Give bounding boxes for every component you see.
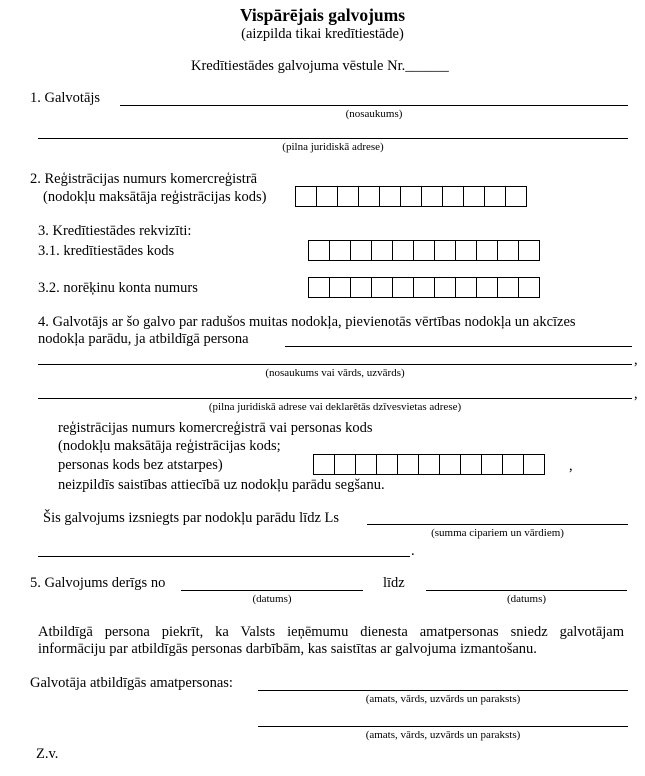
char-box[interactable] bbox=[329, 277, 351, 298]
page-title: Vispārējais galvojums bbox=[239, 5, 406, 25]
valid-to-field[interactable] bbox=[426, 590, 627, 591]
validity-label: 5. Galvojums derīgs no bbox=[30, 575, 166, 591]
char-box[interactable] bbox=[497, 240, 519, 261]
char-box[interactable] bbox=[413, 240, 435, 261]
signature-field-2[interactable] bbox=[258, 726, 628, 727]
amount-field[interactable] bbox=[367, 524, 628, 525]
period-mark: . bbox=[411, 543, 415, 559]
char-box[interactable] bbox=[476, 277, 498, 298]
bank-details-label: 3. Kredītiestādes rekvizīti: bbox=[38, 223, 192, 239]
guarantor-name-caption: (nosaukums) bbox=[345, 108, 403, 120]
person-registration-label-line3: personas kods bez atstarpes) bbox=[58, 457, 223, 473]
char-box[interactable] bbox=[350, 240, 372, 261]
person-registration-boxes[interactable] bbox=[313, 454, 545, 474]
char-box[interactable] bbox=[434, 240, 456, 261]
bank-code-label: 3.1. kredītiestādes kods bbox=[38, 243, 175, 259]
letter-number-label: Kredītiestādes galvojuma vēstule Nr.______ bbox=[191, 58, 449, 74]
char-box[interactable] bbox=[295, 186, 317, 207]
char-box[interactable] bbox=[371, 277, 393, 298]
char-box[interactable] bbox=[476, 240, 498, 261]
char-box[interactable] bbox=[371, 240, 393, 261]
comma-mark: , bbox=[634, 352, 638, 368]
char-box[interactable] bbox=[455, 240, 477, 261]
char-box[interactable] bbox=[308, 277, 330, 298]
guarantee-text-line1: 4. Galvotājs ar šo galvo par radušos muitas nodokļa, pievienotās vērtības nodokļa un akcīzes bbox=[38, 314, 576, 330]
guarantor-label: 1. Galvotājs bbox=[30, 90, 101, 106]
char-box[interactable] bbox=[460, 454, 482, 475]
char-box[interactable] bbox=[413, 277, 435, 298]
char-box[interactable] bbox=[350, 277, 372, 298]
valid-from-field[interactable] bbox=[181, 590, 363, 591]
char-box[interactable] bbox=[518, 277, 540, 298]
signature-caption-1: (amats, vārds, uzvārds un paraksts) bbox=[365, 693, 521, 705]
valid-to-caption: (datums) bbox=[506, 593, 547, 605]
responsible-person-field[interactable] bbox=[285, 346, 632, 347]
responsible-person-name-field[interactable] bbox=[38, 364, 632, 365]
char-box[interactable] bbox=[497, 277, 519, 298]
person-registration-label-line1: reģistrācijas numurs komercreģistrā vai personas kods bbox=[58, 420, 373, 436]
char-box[interactable] bbox=[523, 454, 545, 475]
char-box[interactable] bbox=[434, 277, 456, 298]
char-box[interactable] bbox=[502, 454, 524, 475]
char-box[interactable] bbox=[484, 186, 506, 207]
responsible-person-address-caption: (pilna juridiskā adrese vai deklarētās dzīvesvietas adrese) bbox=[208, 401, 462, 413]
comma-mark: , bbox=[569, 458, 573, 474]
account-number-boxes[interactable] bbox=[308, 277, 540, 297]
consent-line1: Atbildīgā persona piekrīt, ka Valsts ieņēmumu dienesta amatpersonas sniedz galvotājam bbox=[38, 624, 624, 640]
char-box[interactable] bbox=[518, 240, 540, 261]
guarantor-address-caption: (pilna juridiskā adrese) bbox=[282, 141, 384, 153]
signature-caption-2: (amats, vārds, uzvārds un paraksts) bbox=[365, 729, 521, 741]
char-box[interactable] bbox=[439, 454, 461, 475]
registration-number-sublabel: (nodokļu maksātāja reģistrācijas kods) bbox=[43, 189, 267, 205]
person-registration-label-line4: neizpildīs saistības attiecībā uz nodokļu parādu segšanu. bbox=[58, 477, 385, 493]
guarantor-address-field[interactable] bbox=[38, 138, 628, 139]
guarantee-text-line2: nodokļa parādu, ja atbildīgā persona bbox=[38, 331, 249, 347]
char-box[interactable] bbox=[505, 186, 527, 207]
signature-label: Galvotāja atbildīgās amatpersonas: bbox=[30, 675, 233, 691]
char-box[interactable] bbox=[392, 277, 414, 298]
consent-line2: informāciju par atbildīgās personas darbībām, kas saistītas ar galvojuma izmantošanu. bbox=[38, 641, 537, 657]
char-box[interactable] bbox=[400, 186, 422, 207]
account-number-label: 3.2. norēķinu konta numurs bbox=[38, 280, 198, 296]
char-box[interactable] bbox=[316, 186, 338, 207]
char-box[interactable] bbox=[355, 454, 377, 475]
valid-from-caption: (datums) bbox=[252, 593, 292, 605]
char-box[interactable] bbox=[337, 186, 359, 207]
seal-placeholder: Z.v. bbox=[36, 746, 59, 762]
char-box[interactable] bbox=[463, 186, 485, 207]
char-box[interactable] bbox=[358, 186, 380, 207]
page-subtitle: (aizpilda tikai kredītiestāde) bbox=[241, 26, 404, 42]
person-registration-label-line2: (nodokļu maksātāja reģistrācijas kods; bbox=[58, 438, 281, 454]
char-box[interactable] bbox=[329, 240, 351, 261]
char-box[interactable] bbox=[392, 240, 414, 261]
registration-number-label: 2. Reģistrācijas numurs komercreģistrā bbox=[30, 171, 258, 187]
valid-to-label: līdz bbox=[383, 575, 405, 591]
amount-label: Šis galvojums izsniegts par nodokļu parādu līdz Ls bbox=[43, 510, 340, 526]
registration-number-boxes[interactable] bbox=[295, 186, 527, 206]
responsible-person-name-caption: (nosaukums vai vārds, uzvārds) bbox=[265, 367, 405, 379]
char-box[interactable] bbox=[481, 454, 503, 475]
signature-field-1[interactable] bbox=[258, 690, 628, 691]
char-box[interactable] bbox=[308, 240, 330, 261]
responsible-person-address-field[interactable] bbox=[38, 398, 632, 399]
char-box[interactable] bbox=[376, 454, 398, 475]
guarantor-name-field[interactable] bbox=[120, 105, 628, 106]
char-box[interactable] bbox=[397, 454, 419, 475]
char-box[interactable] bbox=[455, 277, 477, 298]
amount-words-field[interactable] bbox=[38, 556, 410, 557]
comma-mark: , bbox=[634, 386, 638, 402]
char-box[interactable] bbox=[421, 186, 443, 207]
char-box[interactable] bbox=[442, 186, 464, 207]
char-box[interactable] bbox=[313, 454, 335, 475]
char-box[interactable] bbox=[418, 454, 440, 475]
char-box[interactable] bbox=[379, 186, 401, 207]
char-box[interactable] bbox=[334, 454, 356, 475]
bank-code-boxes[interactable] bbox=[308, 240, 540, 260]
amount-caption: (summa cipariem un vārdiem) bbox=[431, 527, 564, 539]
